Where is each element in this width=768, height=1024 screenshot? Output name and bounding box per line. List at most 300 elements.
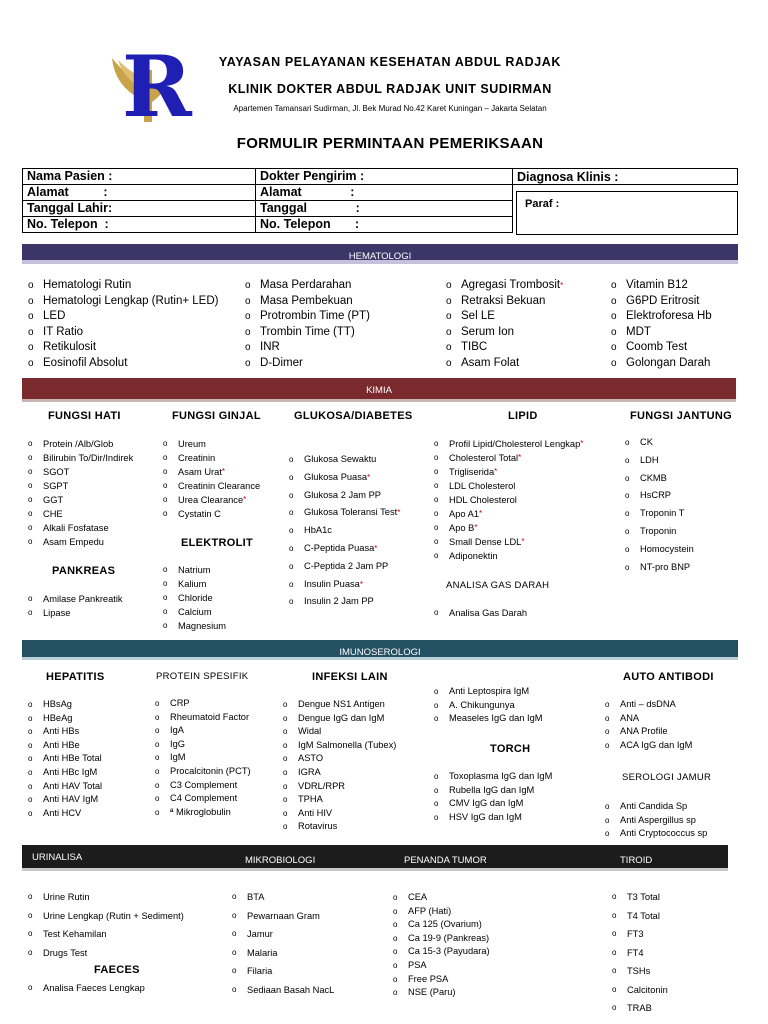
test-item[interactable]	[28, 606, 123, 620]
test-item[interactable]	[434, 712, 543, 726]
test-item[interactable]	[155, 779, 251, 793]
clinic-address: Apartemen Tamansari Sudirman, Jl. Bek Murad No.42 Karet Kuningan – Jakarta Selatan	[233, 104, 547, 113]
test-item-label: Anti HIV	[298, 807, 333, 818]
test-item-label: TIBC	[461, 341, 488, 353]
test-item[interactable]	[434, 606, 527, 620]
test-item-label: Anti HBe Total	[43, 753, 102, 764]
test-item[interactable]	[283, 780, 396, 794]
test-item[interactable]	[605, 800, 707, 814]
test-item[interactable]	[612, 888, 668, 907]
test-item-label: Trombin Time (TT)	[260, 325, 355, 338]
test-item-label: T3 Total	[627, 892, 660, 902]
test-item-label: Calcium	[178, 607, 212, 617]
test-item[interactable]	[446, 309, 563, 325]
test-item[interactable]	[289, 469, 400, 487]
test-item-label: TRAB	[627, 1003, 652, 1013]
test-item[interactable]	[289, 504, 400, 522]
test-item[interactable]	[232, 925, 334, 944]
pankreas-title: PANKREAS	[52, 565, 116, 577]
hematologi-col1	[28, 278, 218, 371]
test-item-label: Retraksi Bekuan	[461, 294, 546, 307]
test-item-label: Dengue IgG dan IgM	[298, 712, 385, 723]
required-mark: *	[359, 579, 363, 589]
imunoserologi-title: IMUNOSEROLOGI	[339, 647, 421, 658]
fungsi-jantung-title: FUNGSI JANTUNG	[630, 410, 732, 422]
test-item-label: Measeles IgG dan IgM	[449, 713, 543, 724]
test-item[interactable]	[611, 325, 712, 341]
test-item[interactable]	[289, 487, 400, 505]
test-item-label: Analisa Faeces Lengkap	[43, 983, 145, 993]
test-item[interactable]	[245, 278, 370, 294]
hematologi-col4	[611, 278, 712, 371]
required-mark: *	[560, 281, 564, 290]
test-item[interactable]	[625, 559, 694, 577]
test-item-label: Agregasi Trombosit	[461, 279, 561, 291]
test-item-label: VDRL/RPR	[298, 780, 346, 791]
test-item[interactable]	[605, 814, 707, 828]
test-item[interactable]	[611, 309, 712, 325]
test-item[interactable]	[163, 591, 226, 605]
test-item[interactable]	[28, 698, 102, 712]
foundation-name: YAYASAN PELAYANAN KESEHATAN ABDUL RADJAK	[218, 55, 562, 69]
test-item[interactable]	[155, 765, 251, 779]
fungsi-ginjal-title: FUNGSI GINJAL	[172, 410, 261, 422]
test-item[interactable]	[434, 465, 583, 479]
test-item-label: Troponin T	[640, 508, 685, 519]
test-item[interactable]	[612, 925, 668, 944]
glukosa-list	[289, 451, 400, 611]
test-item-label: Anti Candida Sp	[620, 801, 688, 811]
test-item-label: FT4	[627, 947, 644, 958]
test-item-label: C4 Complement	[170, 793, 238, 804]
test-item[interactable]	[434, 797, 552, 811]
mikrobiologi-title: MIKROBIOLOGI	[245, 855, 316, 866]
test-item-label: Profil Lipid/Cholesterol Lengkap	[449, 439, 581, 449]
test-item-label: Trigliserida	[449, 467, 495, 477]
test-item-label: IGRA	[298, 766, 321, 777]
test-item-label: A. Chikungunya	[449, 699, 515, 710]
test-item-label: Anti Leptospira IgM	[449, 686, 530, 696]
test-item-label: TPHA	[298, 794, 323, 805]
test-item-label: Malaria	[247, 947, 278, 958]
test-item-label: CHE	[43, 509, 63, 519]
test-item[interactable]	[434, 699, 543, 713]
test-item-label: Free PSA	[408, 973, 449, 984]
test-item[interactable]	[612, 907, 668, 926]
test-item-label: Anti Cryptococcus sp	[620, 828, 708, 839]
clinical-diagnosis-field[interactable]: Diagnosa Klinis :	[512, 168, 738, 185]
test-item-label: PSA	[408, 959, 427, 970]
test-item[interactable]	[612, 999, 668, 1018]
test-item-label: Serum Ion	[461, 325, 515, 338]
test-item-label: ASTO	[298, 753, 324, 764]
fungsi-hati-title: FUNGSI HATI	[48, 410, 121, 422]
test-item[interactable]	[28, 479, 133, 493]
hematologi-col2	[245, 278, 370, 371]
test-item[interactable]	[283, 698, 396, 712]
test-item-label: HsCRP	[640, 490, 671, 501]
test-item-label: Anti HAV Total	[43, 780, 103, 791]
date-field[interactable]: Tanggal :	[256, 201, 513, 217]
test-item[interactable]	[605, 712, 692, 726]
required-mark: *	[397, 508, 401, 518]
infeksi-lain-list	[283, 698, 396, 834]
test-item[interactable]	[434, 479, 583, 493]
test-item[interactable]	[289, 558, 400, 576]
test-item-label: HbA1c	[304, 525, 332, 536]
test-item[interactable]	[611, 356, 712, 372]
test-item[interactable]	[605, 827, 707, 841]
test-item[interactable]	[28, 521, 133, 535]
form-title: FORMULIR PERMINTAAN PEMERIKSAAN	[236, 135, 544, 152]
patient-name-field[interactable]: Nama Pasien :	[23, 169, 256, 185]
test-item-label: Rubella IgG dan IgM	[449, 784, 535, 795]
logo-letter: R	[122, 40, 192, 126]
test-item-label: Natrium	[178, 565, 211, 575]
required-mark: *	[243, 495, 247, 504]
test-item-label: Urine Lengkap (Rutin + Sediment)	[43, 910, 184, 921]
test-item-label: Rotavirus	[298, 821, 338, 832]
test-item[interactable]	[434, 685, 543, 699]
test-item[interactable]	[283, 793, 396, 807]
test-item-label: Toxoplasma IgG dan IgM	[449, 771, 553, 781]
test-item[interactable]	[28, 325, 218, 341]
test-item-label: CKMB	[640, 472, 667, 483]
test-item[interactable]	[28, 907, 184, 926]
test-item[interactable]	[28, 493, 133, 507]
test-item-label: Cholesterol Total	[449, 453, 519, 463]
test-item[interactable]	[434, 521, 583, 535]
test-item[interactable]	[163, 577, 226, 591]
test-item[interactable]	[612, 981, 668, 1000]
test-item-label: C-Peptida 2 Jam PP	[304, 560, 389, 571]
test-item[interactable]	[446, 325, 563, 341]
test-item[interactable]	[245, 294, 370, 310]
test-item[interactable]	[163, 619, 226, 633]
test-item[interactable]	[28, 739, 102, 753]
test-item-label: Apo A1	[449, 509, 479, 519]
test-item[interactable]	[283, 807, 396, 821]
test-item[interactable]	[283, 766, 396, 780]
test-item-label: Ca 125 (Ovarium)	[408, 919, 482, 930]
test-item[interactable]	[434, 451, 583, 465]
test-item[interactable]	[232, 962, 334, 981]
test-item-label: ANA	[620, 712, 640, 723]
torch-list	[434, 770, 552, 824]
address-field[interactable]: Alamat :	[23, 185, 256, 201]
test-item[interactable]	[28, 888, 184, 907]
test-item[interactable]	[283, 739, 396, 753]
test-item-label: SGPT	[43, 481, 69, 491]
test-item-label: Alkali Fosfatase	[43, 523, 109, 533]
test-item[interactable]	[28, 807, 102, 821]
test-item[interactable]	[155, 738, 251, 752]
test-item-label: Elektroforesa Hb	[626, 310, 712, 322]
test-item-label: CK	[640, 437, 653, 447]
test-item[interactable]	[393, 932, 490, 946]
test-item[interactable]	[611, 278, 712, 294]
test-item-label: Rheumatoid Factor	[170, 711, 250, 722]
test-item-label: IgA	[170, 725, 184, 736]
test-item[interactable]	[163, 437, 260, 451]
test-item[interactable]	[625, 487, 694, 505]
test-item[interactable]	[28, 507, 133, 521]
test-item[interactable]	[232, 981, 334, 1000]
test-item[interactable]	[625, 434, 694, 452]
test-item-label: C3 Complement	[170, 779, 238, 790]
test-item-label: Cystatin C	[178, 509, 221, 519]
test-item[interactable]	[446, 356, 563, 372]
test-item[interactable]	[163, 479, 260, 493]
referring-doctor-field[interactable]: Dokter Pengirim :	[256, 169, 513, 185]
test-item[interactable]	[434, 811, 552, 825]
test-item[interactable]	[28, 451, 133, 465]
agd-title: ANALISA GAS DARAH	[446, 580, 550, 591]
test-item-label: Protein /Alb/Glob	[43, 439, 114, 449]
test-item[interactable]	[155, 806, 251, 820]
test-item[interactable]	[155, 697, 251, 711]
test-item[interactable]	[28, 725, 102, 739]
phone-field[interactable]: No. Telepon :	[23, 217, 256, 233]
test-item[interactable]	[28, 294, 218, 310]
test-item-label: IgM	[170, 752, 186, 763]
test-item[interactable]	[289, 576, 400, 594]
test-item[interactable]	[434, 535, 583, 549]
test-item-label: Troponin	[640, 525, 677, 536]
test-item-label: Masa Perdarahan	[260, 279, 352, 291]
test-item-label: Analisa Gas Darah	[449, 608, 528, 618]
test-item[interactable]	[393, 986, 490, 1000]
test-item[interactable]	[605, 739, 692, 753]
test-item[interactable]	[283, 725, 396, 739]
test-item[interactable]	[28, 465, 133, 479]
test-item-label: Creatinin Clearance	[178, 481, 261, 491]
elektrolit-title: ELEKTROLIT	[181, 537, 254, 549]
test-item-label: Ureum	[178, 439, 206, 449]
hematologi-title: HEMATOLOGI	[348, 251, 412, 262]
test-item-label: Asam Urat	[178, 467, 222, 477]
tiroid-title: TIROID	[620, 855, 653, 866]
elektrolit-list	[163, 563, 226, 633]
birthdate-field[interactable]: Tanggal Lahir:	[23, 201, 256, 217]
test-item-label: Hematologi Rutin	[43, 279, 132, 291]
test-item[interactable]	[289, 451, 400, 469]
signature-field[interactable]: Paraf :	[516, 191, 738, 235]
test-item-label: Calcitonin	[627, 984, 668, 995]
test-item[interactable]	[446, 340, 563, 356]
agd-list	[434, 606, 527, 620]
test-item[interactable]	[28, 752, 102, 766]
test-item[interactable]	[245, 309, 370, 325]
test-item[interactable]	[393, 905, 490, 919]
test-item[interactable]	[155, 751, 251, 765]
test-item-label: Widal	[298, 726, 322, 737]
test-item-label: Hematologi Lengkap (Rutin+ LED)	[43, 294, 219, 307]
test-item-label: Dengue NS1 Antigen	[298, 699, 385, 709]
test-item-label: Creatinin	[178, 453, 216, 463]
test-item[interactable]	[611, 340, 712, 356]
test-item[interactable]	[283, 820, 396, 834]
test-item-label: Pewarnaan Gram	[247, 910, 320, 921]
test-item[interactable]	[28, 712, 102, 726]
urinalisa-list	[28, 888, 184, 962]
test-item-label: Anti Aspergillus sp	[620, 814, 696, 825]
protein-spesifik-list	[155, 697, 251, 819]
test-item[interactable]	[232, 888, 334, 907]
penanda-tumor-list	[393, 891, 490, 1000]
test-item-label: Small Dense LDL	[449, 537, 522, 547]
test-item[interactable]	[28, 437, 133, 451]
pankreas-list	[28, 592, 123, 620]
test-item-label: ANA Profile	[620, 726, 668, 737]
test-item-label: Masa Pembekuan	[260, 294, 353, 307]
test-item-label: Anti HBe	[43, 739, 80, 750]
test-item[interactable]	[434, 437, 583, 451]
test-item[interactable]	[245, 356, 370, 372]
test-item[interactable]	[612, 962, 668, 981]
test-item-label: HDL Cholesterol	[449, 495, 517, 505]
infeksi-lain-extra-list	[434, 685, 543, 726]
test-item-label: Bilirubin To/Dir/Indirek	[43, 453, 134, 463]
test-item-label: Apo B	[449, 523, 475, 533]
test-item[interactable]	[434, 770, 552, 784]
test-item[interactable]	[625, 541, 694, 559]
test-item-label: ª Mikroglobulin	[170, 806, 231, 817]
test-item[interactable]	[434, 507, 583, 521]
test-item[interactable]	[163, 451, 260, 465]
test-item-label: Kalium	[178, 579, 207, 589]
test-item[interactable]	[232, 907, 334, 926]
test-item[interactable]	[155, 792, 251, 806]
penanda-tumor-title: PENANDA TUMOR	[404, 855, 487, 866]
test-item-label: LDL Cholesterol	[449, 481, 516, 491]
serologi-jamur-title: SEROLOGI JAMUR	[622, 772, 712, 783]
test-item-label: Retikulosit	[43, 341, 97, 353]
test-item[interactable]	[163, 465, 260, 479]
test-item-label: Urea Clearance	[178, 495, 244, 505]
faeces-title: FAECES	[94, 964, 140, 976]
test-item-label: HBsAg	[43, 699, 72, 709]
test-item-label: TSHs	[627, 966, 651, 976]
infeksi-lain-title: INFEKSI LAIN	[312, 671, 388, 683]
lipid-title: LIPID	[508, 410, 538, 422]
required-mark: *	[518, 453, 522, 462]
test-item[interactable]	[446, 278, 563, 294]
test-item-label: MDT	[626, 325, 651, 338]
test-item[interactable]	[393, 973, 490, 987]
test-item[interactable]	[289, 522, 400, 540]
kimia-bar	[22, 378, 736, 402]
test-item[interactable]	[28, 309, 218, 325]
test-item-label: Insulin 2 Jam PP	[304, 596, 374, 607]
test-item-label: HBeAg	[43, 712, 73, 723]
test-item-label: SGOT	[43, 467, 70, 477]
test-item-label: Protrombin Time (PT)	[260, 310, 370, 322]
test-item[interactable]	[28, 278, 218, 294]
doctor-phone-field[interactable]: No. Telepon :	[256, 217, 513, 233]
doctor-address-field[interactable]: Alamat :	[256, 185, 513, 201]
test-item[interactable]	[28, 925, 184, 944]
test-item-label: Sel LE	[461, 310, 495, 322]
test-item[interactable]	[605, 725, 692, 739]
serologi-jamur-list	[605, 800, 707, 841]
test-item[interactable]	[625, 523, 694, 541]
required-mark: *	[580, 439, 584, 448]
test-item[interactable]	[163, 493, 260, 507]
test-item[interactable]	[605, 698, 692, 712]
kimia-title: KIMIA	[366, 385, 392, 396]
test-item[interactable]	[28, 340, 218, 356]
test-item-label: CEA	[408, 892, 428, 902]
test-item[interactable]	[625, 470, 694, 488]
test-item[interactable]	[28, 944, 184, 963]
test-item[interactable]	[163, 605, 226, 619]
test-item[interactable]	[155, 711, 251, 725]
test-item-label: Glukosa Toleransi Test	[304, 507, 398, 518]
required-mark: *	[374, 543, 378, 553]
test-item[interactable]	[393, 891, 490, 905]
test-item[interactable]	[289, 593, 400, 611]
test-item[interactable]	[625, 452, 694, 470]
test-item-label: Ca 19-9 (Pankreas)	[408, 932, 490, 943]
test-item-label: NT-pro BNP	[640, 561, 691, 572]
test-item[interactable]	[28, 535, 133, 549]
test-item[interactable]	[289, 540, 400, 558]
test-item[interactable]	[434, 493, 583, 507]
test-item[interactable]	[163, 563, 226, 577]
test-item-label: IT Ratio	[43, 325, 84, 338]
test-item[interactable]	[434, 784, 552, 798]
test-item[interactable]	[28, 592, 123, 606]
test-item[interactable]	[283, 712, 396, 726]
test-item[interactable]	[232, 944, 334, 963]
test-item[interactable]	[393, 918, 490, 932]
test-item[interactable]	[155, 724, 251, 738]
test-item-label: Ca 15-3 (Payudara)	[408, 946, 490, 957]
hepatitis-title: HEPATITIS	[46, 671, 105, 683]
test-item[interactable]	[283, 752, 396, 766]
test-item[interactable]	[612, 944, 668, 963]
required-mark: *	[367, 472, 371, 482]
test-item[interactable]	[625, 505, 694, 523]
test-item[interactable]	[28, 766, 102, 780]
fungsi-hati-list	[28, 437, 133, 549]
test-item[interactable]	[28, 780, 102, 794]
test-item-label: ACA IgG dan IgM	[620, 739, 693, 750]
test-item[interactable]	[446, 294, 563, 310]
test-item-label: Jamur	[247, 929, 273, 939]
test-item[interactable]	[245, 340, 370, 356]
required-mark: *	[474, 523, 478, 532]
test-item[interactable]	[393, 959, 490, 973]
test-item-label: G6PD Eritrosit	[626, 294, 700, 307]
test-item-label: Vitamin B12	[626, 279, 688, 291]
test-item[interactable]	[245, 325, 370, 341]
fungsi-jantung-list	[625, 434, 694, 576]
test-item[interactable]	[28, 356, 218, 372]
test-item[interactable]	[28, 793, 102, 807]
test-item-label: Chloride	[178, 593, 213, 603]
test-item[interactable]	[28, 979, 145, 998]
test-item[interactable]	[163, 507, 260, 521]
faeces-list	[28, 979, 145, 998]
test-item-label: Filaria	[247, 966, 273, 976]
test-item-label: AFP (Hati)	[408, 905, 452, 916]
test-item[interactable]	[393, 945, 490, 959]
test-item-label: T4 Total	[627, 910, 660, 921]
test-item[interactable]	[611, 294, 712, 310]
test-item[interactable]	[434, 549, 583, 563]
